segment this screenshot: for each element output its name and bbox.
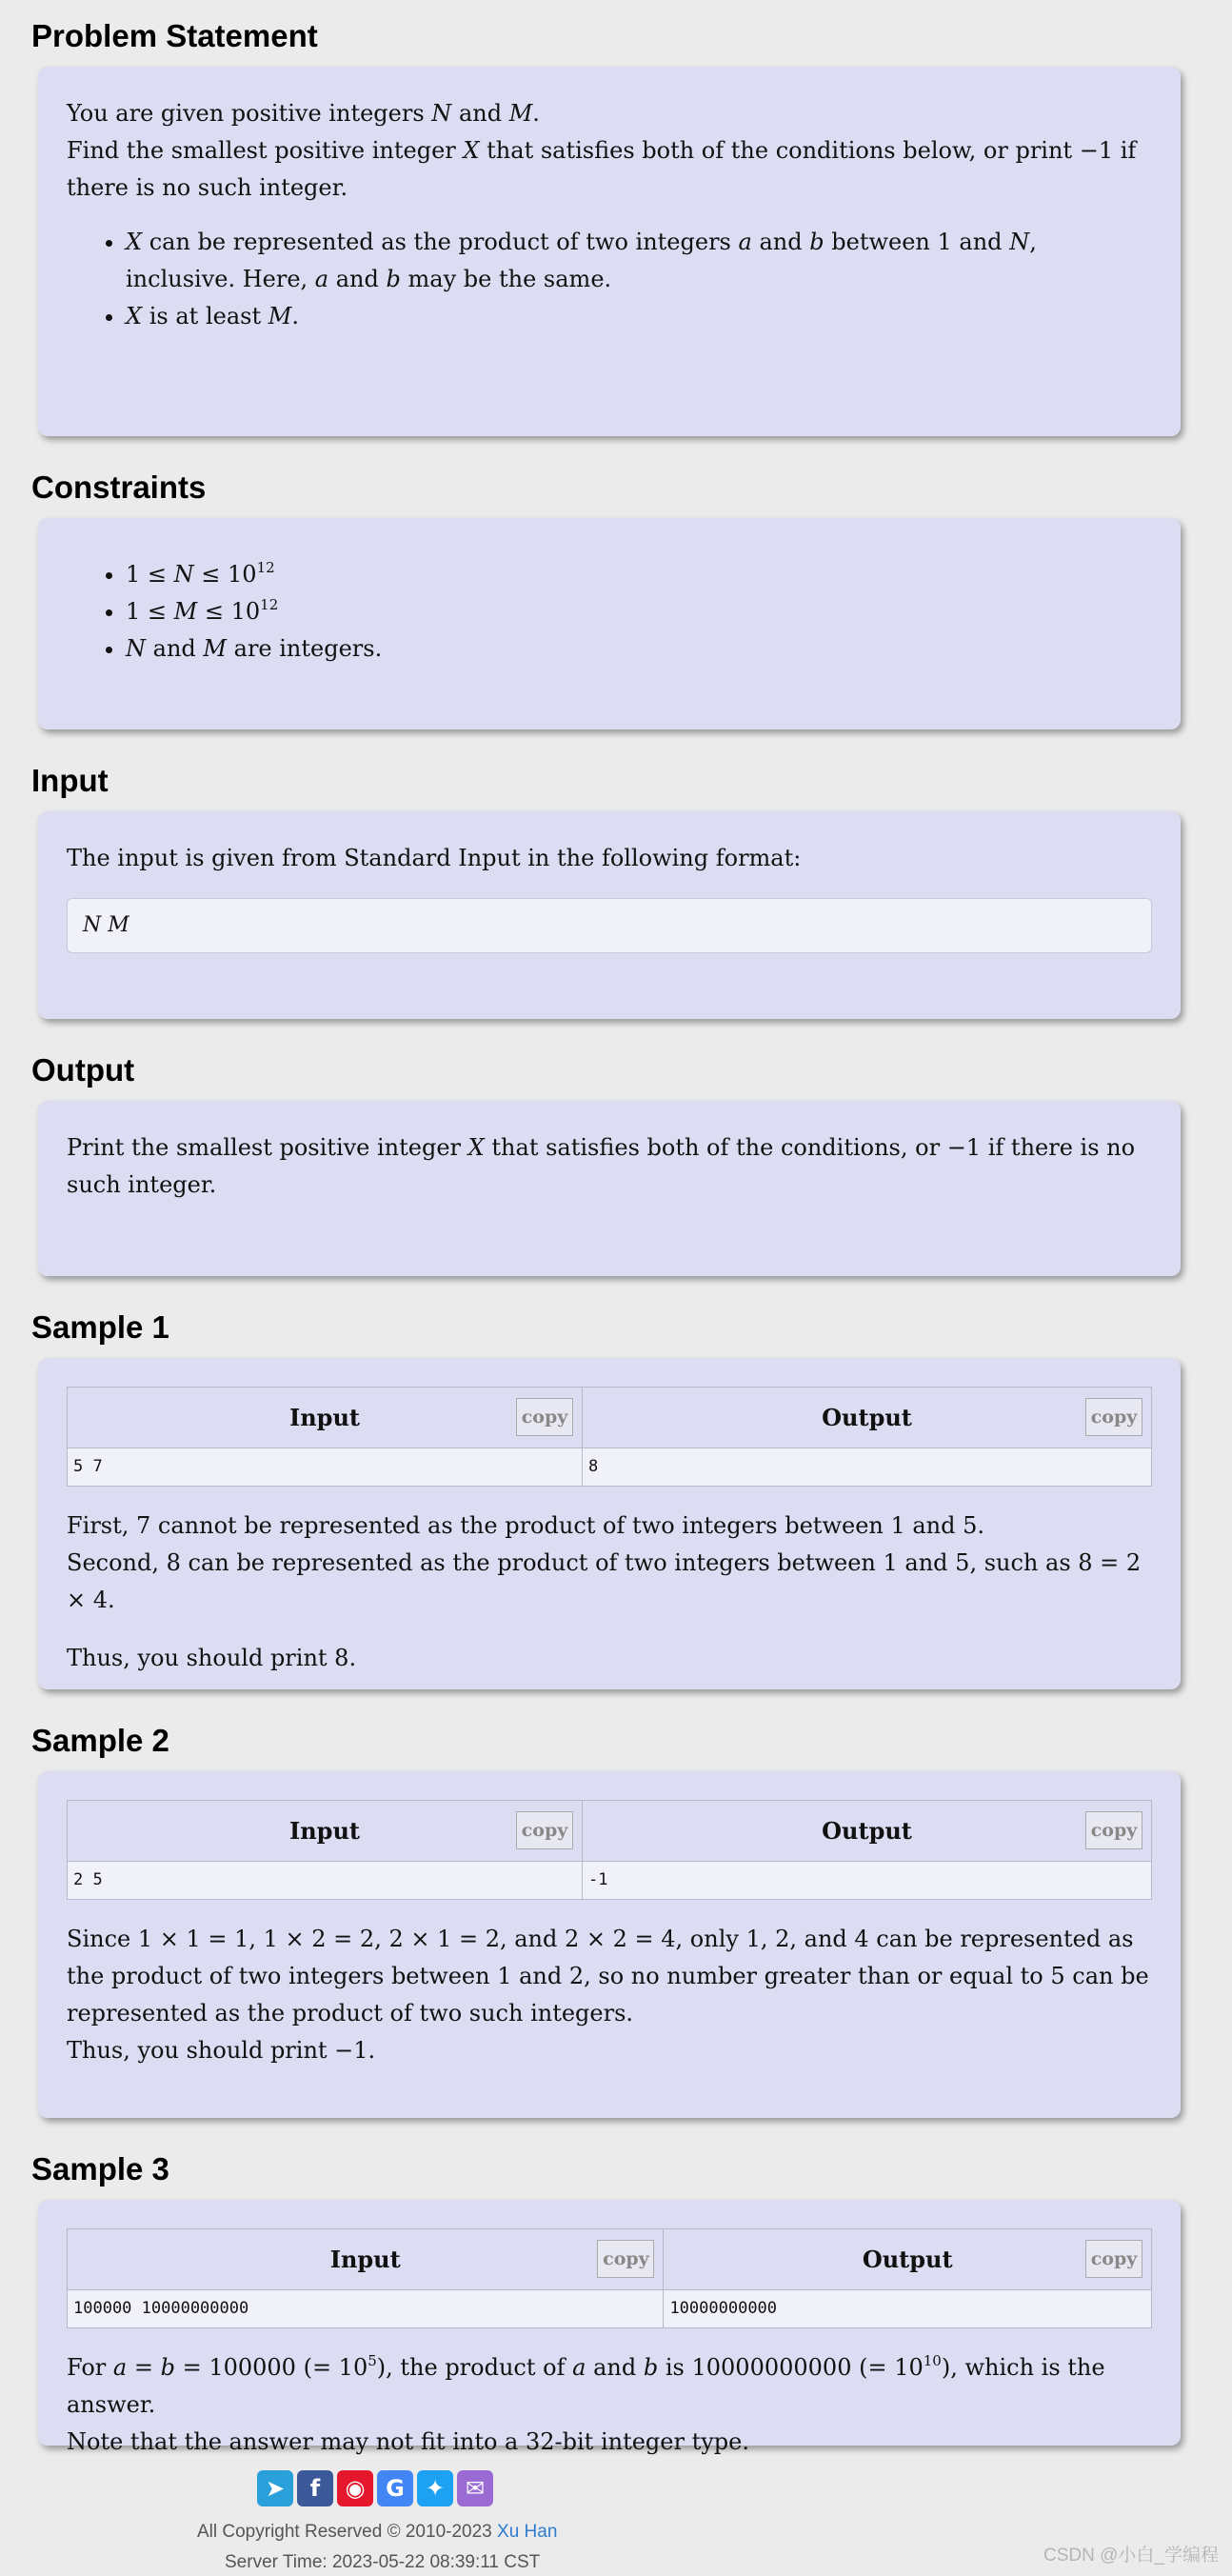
sample-explanation: Second, 8 can be represented as the product of two integers between 1 and 5, such as 8 = 2 × 4. [67, 1549, 1142, 1613]
share-icons [257, 2470, 493, 2506]
sample-1-panel [38, 1358, 1181, 1689]
input-header: Input copy [68, 1801, 583, 1862]
server-time: Server Time: 2023-05-22 08:39:11 CST [225, 2552, 541, 2572]
output-header: Output copy [583, 1388, 1152, 1448]
input-header: Input copy [68, 2229, 664, 2290]
copy-input-button[interactable]: copy [516, 1398, 573, 1436]
sample-3-panel [38, 2200, 1181, 2455]
input-header: Input copy [68, 1388, 583, 1448]
watermark: CSDN @小白_学编程 [1043, 2546, 1219, 2566]
telegram-icon[interactable]: ➤ [257, 2470, 293, 2506]
constraint-item: • N and M are integers. [126, 630, 1152, 668]
problem-statement-panel [38, 67, 1181, 436]
twitter-icon[interactable]: ✦ [417, 2470, 453, 2506]
constraints-panel [38, 518, 1181, 729]
sample-explanation: Thus, you should print −1. [67, 2037, 376, 2064]
output-header: Output copy [583, 1801, 1152, 1862]
constraint-item: • $1 \le N \le 10^{12}$ [126, 556, 1152, 593]
sample-1-io-table [67, 1387, 1152, 1487]
sample-input-value: 5 7 [68, 1448, 583, 1487]
statement-intro: You are given positive integers N and M. [67, 100, 540, 127]
condition-item: • X can be represented as the product of two integers a and b between 1 and N, inclusive. Here, a and b may be the same. [126, 224, 1152, 298]
input-panel [38, 811, 1181, 1019]
copy-output-button[interactable]: copy [1085, 2240, 1143, 2278]
copy-output-button[interactable]: copy [1085, 1398, 1143, 1436]
sample-2-io-table [67, 1800, 1152, 1900]
sample-output-value: 8 [583, 1448, 1152, 1487]
sample-1-title: Sample 1 [31, 1309, 169, 1345]
output-panel [38, 1101, 1181, 1276]
sample-explanation: Note that the answer may not fit into a 32-bit integer type. [67, 2428, 749, 2455]
output-header: Output copy [664, 2229, 1152, 2290]
conditions-list [67, 224, 1152, 335]
problem-statement-title: Problem Statement [31, 18, 318, 53]
input-title: Input [31, 763, 109, 798]
sample-explanation: For a = b = 100000 (= $10^5$), the product of a and b is 10000000000 (= $10^{10}$), which is the answer. [67, 2352, 1105, 2418]
author-link[interactable]: Xu Han [497, 2522, 558, 2542]
google-icon[interactable]: G [377, 2470, 413, 2506]
output-title: Output [31, 1052, 135, 1088]
input-description: The input is given from Standard Input in the following format: [67, 845, 802, 871]
condition-item: • X is at least M. [126, 298, 1152, 335]
constraints-title: Constraints [31, 469, 207, 505]
copy-output-button[interactable]: copy [1085, 1811, 1143, 1849]
constraints-list [67, 556, 1152, 668]
copyright: All Copyright Reserved © 2010-2023 Xu Han [197, 2522, 558, 2542]
sample-explanation: Thus, you should print 8. [67, 1645, 357, 1671]
sample-2-title: Sample 2 [31, 1723, 169, 1758]
input-format-block: N M [67, 898, 1152, 953]
sample-explanation: Since 1 × 1 = 1, 1 × 2 = 2, 2 × 1 = 2, and 2 × 2 = 4, only 1, 2, and 4 can be represented as the product of two integers between 1 and 2, so no number greater than or equal to 5 can be represented as the product of two such integers. [67, 1926, 1149, 2027]
sample-output-value: -1 [583, 1862, 1152, 1900]
problem-page [31, 15, 1183, 2476]
statement-find: Find the smallest positive integer X that satisfies both of the conditions below, or print −1 if there is no such integer. [67, 137, 1137, 201]
weibo-icon[interactable]: ◉ [337, 2470, 373, 2506]
output-description: Print the smallest positive integer X that satisfies both of the conditions, or −1 if there is no such integer. [67, 1134, 1136, 1198]
sample-explanation: First, 7 cannot be represented as the product of two integers between 1 and 5. [67, 1512, 985, 1539]
sample-input-value: 2 5 [68, 1862, 583, 1900]
copy-input-button[interactable]: copy [516, 1811, 573, 1849]
copy-input-button[interactable]: copy [597, 2240, 654, 2278]
constraint-item: • $1 \le M \le 10^{12}$ [126, 593, 1152, 630]
facebook-icon[interactable]: f [297, 2470, 333, 2506]
email-icon[interactable]: ✉ [457, 2470, 493, 2506]
sample-input-value: 100000 10000000000 [68, 2290, 664, 2328]
sample-3-title: Sample 3 [31, 2151, 169, 2187]
sample-2-panel [38, 1771, 1181, 2118]
sample-3-io-table [67, 2228, 1152, 2328]
sample-output-value: 10000000000 [664, 2290, 1152, 2328]
